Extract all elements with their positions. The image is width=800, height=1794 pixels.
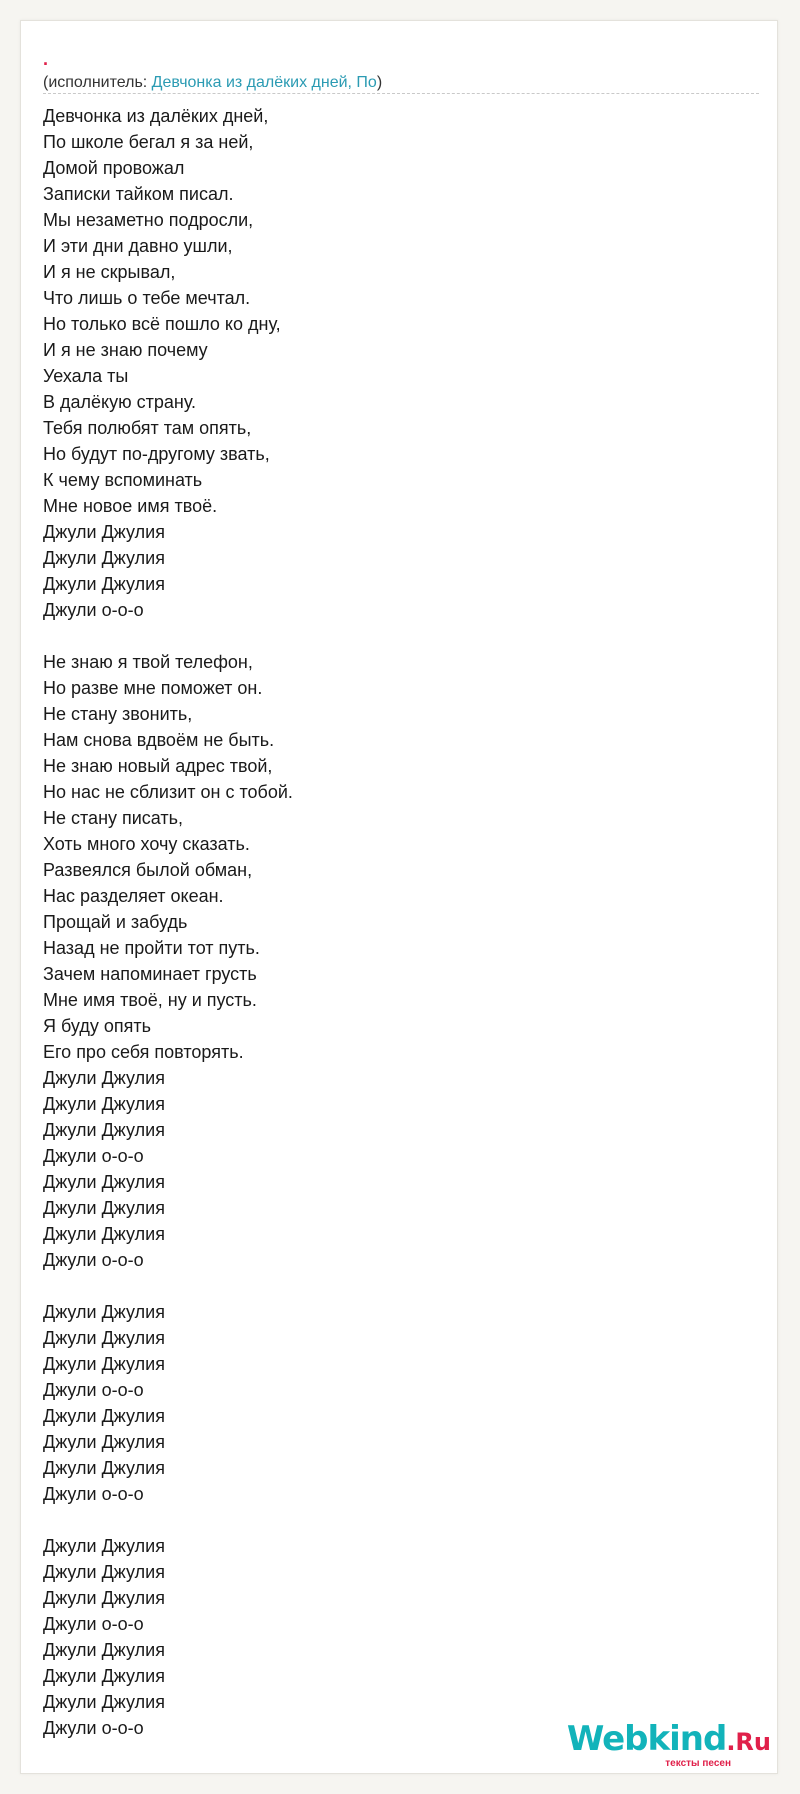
lyrics-line: Но будут по-другому звать,: [43, 444, 270, 464]
lyrics-line: И я не скрывал,: [43, 262, 176, 282]
lyrics-line: Тебя полюбят там опять,: [43, 418, 252, 438]
lyrics-line: Уехала ты: [43, 366, 129, 386]
webkind-logo[interactable]: [567, 1721, 771, 1769]
lyrics-line: Джули Джулия: [43, 1588, 165, 1608]
lyrics-line: Но разве мне поможет он.: [43, 678, 263, 698]
logo-tld: .Ru: [726, 1728, 771, 1756]
artist-link[interactable]: Девчонка из далёких дней, По: [151, 74, 377, 91]
lyrics-line: Мы незаметно подросли,: [43, 210, 254, 230]
lyrics-line: Джули Джулия: [43, 1432, 165, 1452]
artist-meta: [43, 73, 382, 93]
logo-name: Webkind: [566, 1719, 727, 1759]
lyrics-line: Джули Джулия: [43, 1536, 165, 1556]
lyrics-line: Зачем напоминает грусть: [43, 964, 257, 984]
lyrics-line: Назад не пройти тот путь.: [43, 938, 260, 958]
lyrics-line: Джули о-о-о: [43, 1380, 144, 1400]
lyrics-line: Его про себя повторять.: [43, 1042, 244, 1062]
lyrics-line: Джули Джулия: [43, 548, 165, 568]
lyrics-line: Джули Джулия: [43, 1354, 165, 1374]
lyrics-blank-line: [43, 623, 743, 649]
lyrics-line: Девчонка из далёких дней,: [43, 106, 269, 126]
artist-meta-prefix: (исполнитель:: [43, 74, 152, 91]
lyrics-line: Джули Джулия: [43, 1458, 165, 1478]
lyrics-line: К чему вспоминать: [43, 470, 203, 490]
lyrics-line: Нам снова вдвоём не быть.: [43, 730, 275, 750]
lyrics-line: Но только всё пошло ко дну,: [43, 314, 281, 334]
lyrics-line: Мне новое имя твоё.: [43, 496, 218, 516]
lyrics-line: Джули Джулия: [43, 1666, 165, 1686]
lyrics-line: Не стану звонить,: [43, 704, 193, 724]
lyrics-line: Джули Джулия: [43, 574, 165, 594]
lyrics-text: [43, 103, 743, 1741]
lyrics-line: Но нас не сблизит он с тобой.: [43, 782, 293, 802]
lyrics-line: Не стану писать,: [43, 808, 184, 828]
artist-meta-suffix: ): [376, 74, 383, 91]
logo-wordmark: [567, 1721, 771, 1760]
lyrics-line: Джули о-о-о: [43, 1718, 144, 1738]
lyrics-line: И я не знаю почему: [43, 340, 208, 360]
lyrics-line: Джули Джулия: [43, 1562, 165, 1582]
lyrics-line: Джули о-о-о: [43, 1484, 144, 1504]
lyrics-line: Домой провожал: [43, 158, 185, 178]
lyrics-line: Джули о-о-о: [43, 1614, 144, 1634]
lyrics-line: Что лишь о тебе мечтал.: [43, 288, 251, 308]
lyrics-line: Не знаю новый адрес твой,: [43, 756, 273, 776]
lyrics-line: Хоть много хочу сказать.: [43, 834, 250, 854]
lyrics-line: Джули Джулия: [43, 1224, 165, 1244]
lyrics-line: По школе бегал я за ней,: [43, 132, 254, 152]
lyrics-blank-line: [43, 1507, 743, 1533]
lyrics-blank-line: [43, 1273, 743, 1299]
lyrics-line: И эти дни давно ушли,: [43, 236, 233, 256]
lyrics-line: Джули Джулия: [43, 1068, 165, 1088]
lyrics-line: Джули о-о-о: [43, 1250, 144, 1270]
lyrics-line: В далёкую страну.: [43, 392, 197, 412]
lyrics-line: Джули о-о-о: [43, 600, 144, 620]
header-divider: [43, 93, 759, 94]
lyrics-line: Джули Джулия: [43, 1172, 165, 1192]
lyrics-line: Мне имя твоё, ну и пусть.: [43, 990, 257, 1010]
lyrics-line: Джули Джулия: [43, 1406, 165, 1426]
lyrics-card: [20, 20, 778, 1774]
lyrics-line: Не знаю я твой телефон,: [43, 652, 253, 672]
lyrics-line: Джули Джулия: [43, 1120, 165, 1140]
lyrics-line: Джули Джулия: [43, 1094, 165, 1114]
lyrics-line: Я буду опять: [43, 1016, 151, 1036]
logo-tagline: тексты песен: [665, 1758, 731, 1769]
lyrics-line: Джули Джулия: [43, 522, 165, 542]
lyrics-line: Джули Джулия: [43, 1692, 165, 1712]
lyrics-line: Джули Джулия: [43, 1302, 165, 1322]
lyrics-line: Джули о-о-о: [43, 1146, 144, 1166]
song-title: .: [43, 49, 49, 69]
lyrics-line: Джули Джулия: [43, 1198, 165, 1218]
lyrics-line: Джули Джулия: [43, 1640, 165, 1660]
lyrics-line: Прощай и забудь: [43, 912, 188, 932]
lyrics-line: Нас разделяет океан.: [43, 886, 224, 906]
lyrics-line: Записки тайком писал.: [43, 184, 234, 204]
lyrics-line: Джули Джулия: [43, 1328, 165, 1348]
lyrics-line: Развеялся былой обман,: [43, 860, 253, 880]
